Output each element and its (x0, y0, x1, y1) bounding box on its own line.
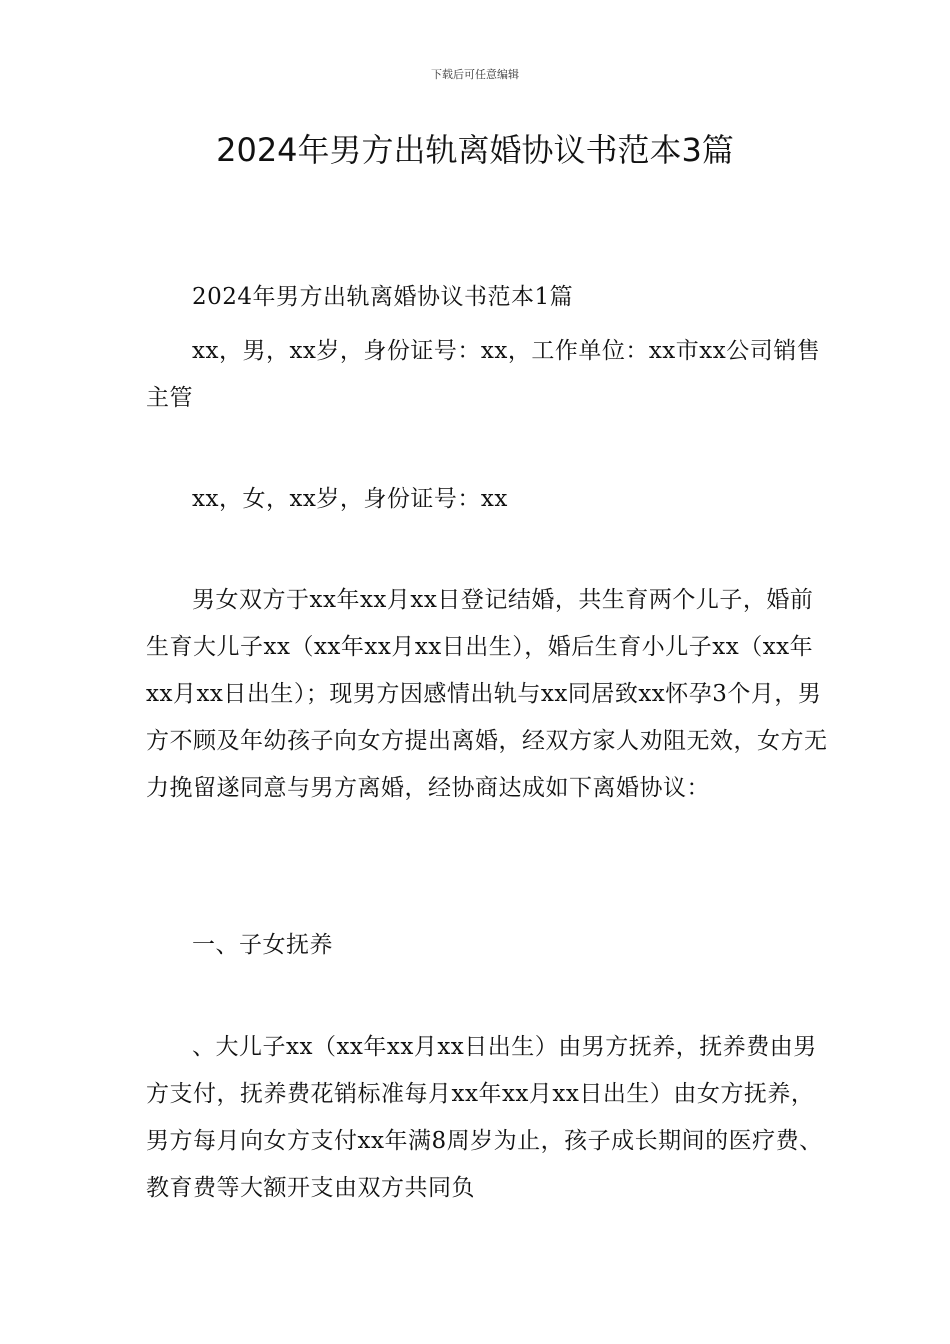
section-heading: 2024年男方出轨离婚协议书范本1篇 (192, 284, 574, 310)
header-note: 下载后可任意编辑 (431, 68, 519, 81)
document-title: 2024年男方出轨离婚协议书范本3篇 (216, 131, 734, 169)
party-female-info: xx，女，xx岁，身份证号：xx (192, 486, 508, 512)
child-custody-paragraph: 、大儿子xx（xx年xx月xx日出生）由男方抚养，抚养费由男方支付，抚养费花销标准每月xx年xx月xx日出生）由女方抚养，男方每月向女方支付xx年满8周岁为止，孩子成长期间的医疗费、教育费等大额开支由双方共同负 (146, 1034, 823, 1201)
marriage-background-paragraph: 男女双方于xx年xx月xx日登记结婚，共生育两个儿子，婚前生育大儿子xx（xx年xx月xx日出生），婚后生育小儿子xx（xx年xx月xx日出生）；现男方因感情出轨与xx同居致xx怀孕3个月，男方不顾及年幼孩子向女方提出离婚，经双方家人劝阻无效，女方无力挽留遂同意与男方离婚，经协商达成如下离婚协议： (146, 587, 828, 801)
party-male-info: xx，男，xx岁，身份证号：xx，工作单位：xx市xx公司销售主管 (146, 338, 821, 411)
child-custody-heading: 一、子女抚养 (192, 932, 333, 958)
